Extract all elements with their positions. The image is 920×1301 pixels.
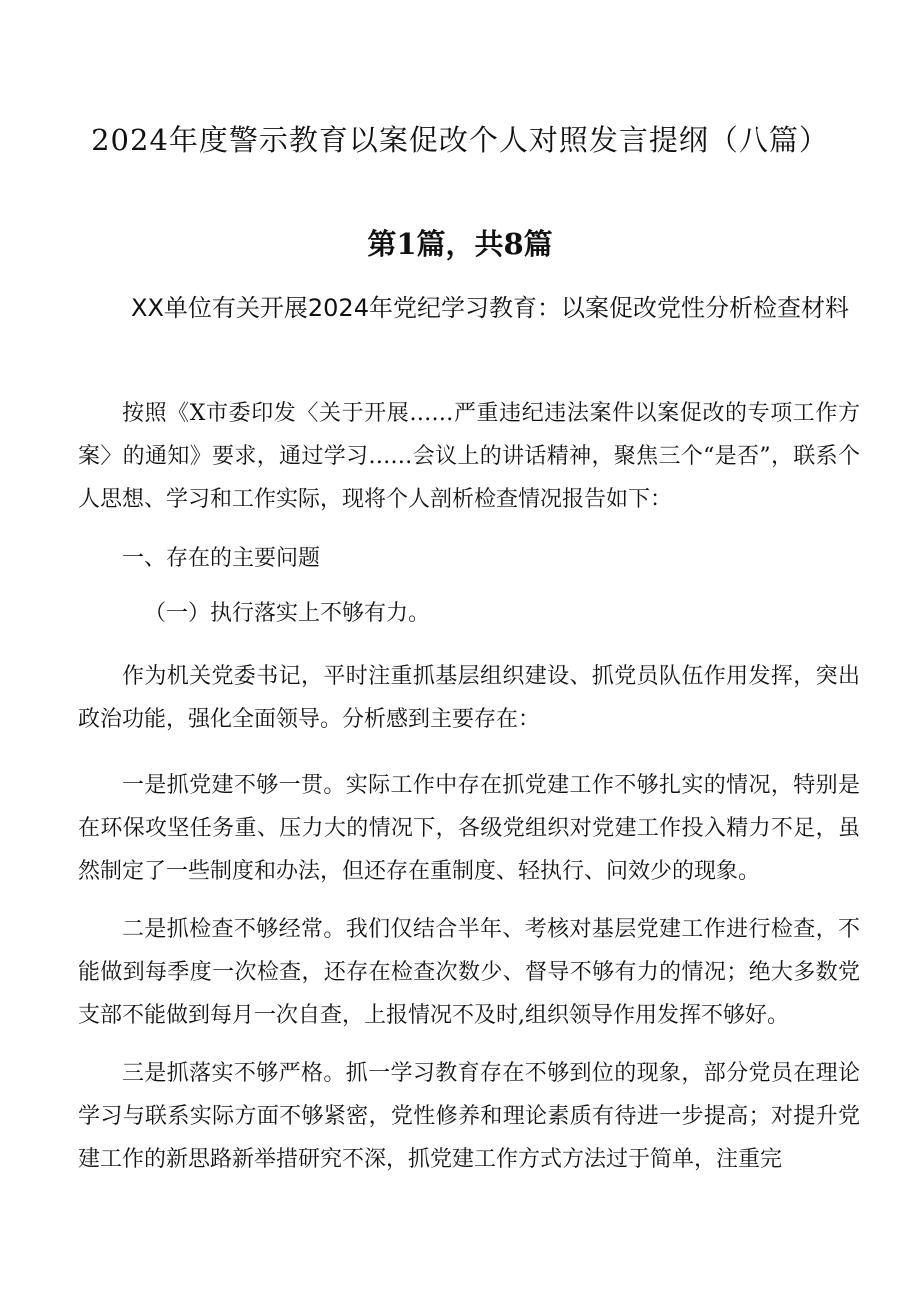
intro-paragraph: 按照《X市委印发〈关于开展……严重违纪违法案件以案促改的专项工作方案〉的通知》要求，通过学习……会议上的讲话精神，聚焦三个“是否”，联系个人思想、学习和工作实际，现将个人剖析检查情况报告如下： <box>78 401 860 512</box>
body-paragraph-3: 二是抓检查不够经常。我们仅结合半年、考核对基层党建工作进行检查，不能做到每季度一次检查，还存在检查次数少、督导不够有力的情况；绝大多数党支部不能做到每月一次自查，上报情况不及时,组织领导作用发挥不够好。 <box>78 917 860 1028</box>
body-paragraph-4: 三是抓落实不够严格。抓一学习教育存在不够到位的现象，部分党员在理论学习与联系实际方面不够紧密，党性修养和理论素质有待进一步提高；对提升党建工作的新思路新举措研究不深，抓党建工作方式方法过于简单，注重完 <box>78 1061 860 1172</box>
subsection-heading: （一）执行落实上不够有力。 <box>144 601 431 626</box>
article-subtitle: XX单位有关开展2024年党纪学习教育：以案促改党性分析检查材料 <box>131 294 849 322</box>
part-label: 第1篇，共8篇 <box>367 227 553 261</box>
body-paragraph-2: 一是抓党建不够一贯。实际工作中存在抓党建工作不够扎实的情况，特别是在环保攻坚任务重、压力大的情况下，各级党组织对党建工作投入精力不足，虽然制定了一些制度和办法，但还存在重制度、轻执行、问效少的现象。 <box>78 773 860 884</box>
body-paragraph-1: 作为机关党委书记，平时注重抓基层组织建设、抓党员队伍作用发挥，突出政治功能，强化全面领导。分析感到主要存在： <box>78 664 860 732</box>
section-heading: 一、存在的主要问题 <box>122 546 321 571</box>
document-title: 2024年度警示教育以案促改个人对照发言提纲（八篇） <box>91 123 829 157</box>
